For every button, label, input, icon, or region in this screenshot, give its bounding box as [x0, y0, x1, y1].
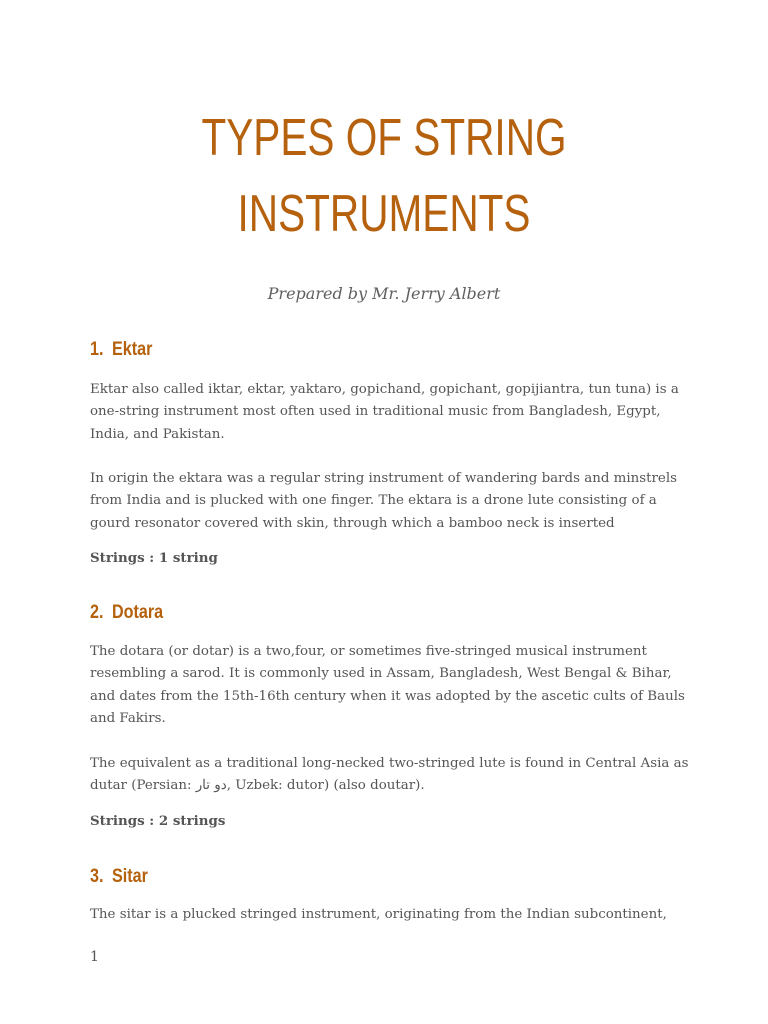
section-paragraph: In origin the ektara was a regular string instrument of wandering bards and minstrels from India and is plucked with one finger. The ektara is a drone lute consisting of a gourd resonator covered with skin, through which a bamboo neck is inserted — [90, 471, 678, 531]
page-number: 1 — [90, 949, 99, 965]
section-heading-dotara — [90, 601, 163, 625]
title-line-1: TYPES OF STRING — [201, 109, 567, 167]
document-title — [84, 100, 683, 252]
section-paragraph: The equivalent as a traditional long-necked two-stringed lute is found in Central Asia as dutar (Persian: دو تار, Uzbek: dutor) (also doutar). — [90, 756, 689, 794]
strings-count: Strings : 1 string — [90, 550, 218, 566]
section-number: 2. — [90, 602, 104, 623]
document-subtitle: Prepared by Mr. Jerry Albert — [267, 284, 501, 303]
section-paragraph: Ektar also called iktar, ektar, yaktaro, gopichand, gopichant, gopijiantra, tun tuna) is a one-string instrument most often used in traditional music from Bangladesh, Egypt, India, and Pakistan. — [90, 382, 679, 442]
title-line-2: INSTRUMENTS — [237, 185, 531, 243]
section-heading-ektar — [90, 338, 152, 362]
section-number: 3. — [90, 866, 104, 887]
section-number: 1. — [90, 339, 104, 360]
section-paragraph: The dotara (or dotar) is a two,four, or sometimes five-stringed musical instrument resembling a sarod. It is commonly used in Assam, Bangladesh, West Bengal & Bihar, and dates from the 15th-16th century when it was adopted by the ascetic cults of Bauls and Fakirs. — [90, 644, 685, 726]
section-paragraph: The sitar is a plucked stringed instrument, originating from the Indian subcontinent, — [90, 907, 667, 922]
section-heading-sitar — [90, 865, 148, 889]
section-title: Sitar — [111, 866, 148, 887]
section-title: Ektar — [111, 339, 153, 360]
strings-count: Strings : 2 strings — [90, 813, 226, 829]
section-title: Dotara — [111, 602, 164, 623]
